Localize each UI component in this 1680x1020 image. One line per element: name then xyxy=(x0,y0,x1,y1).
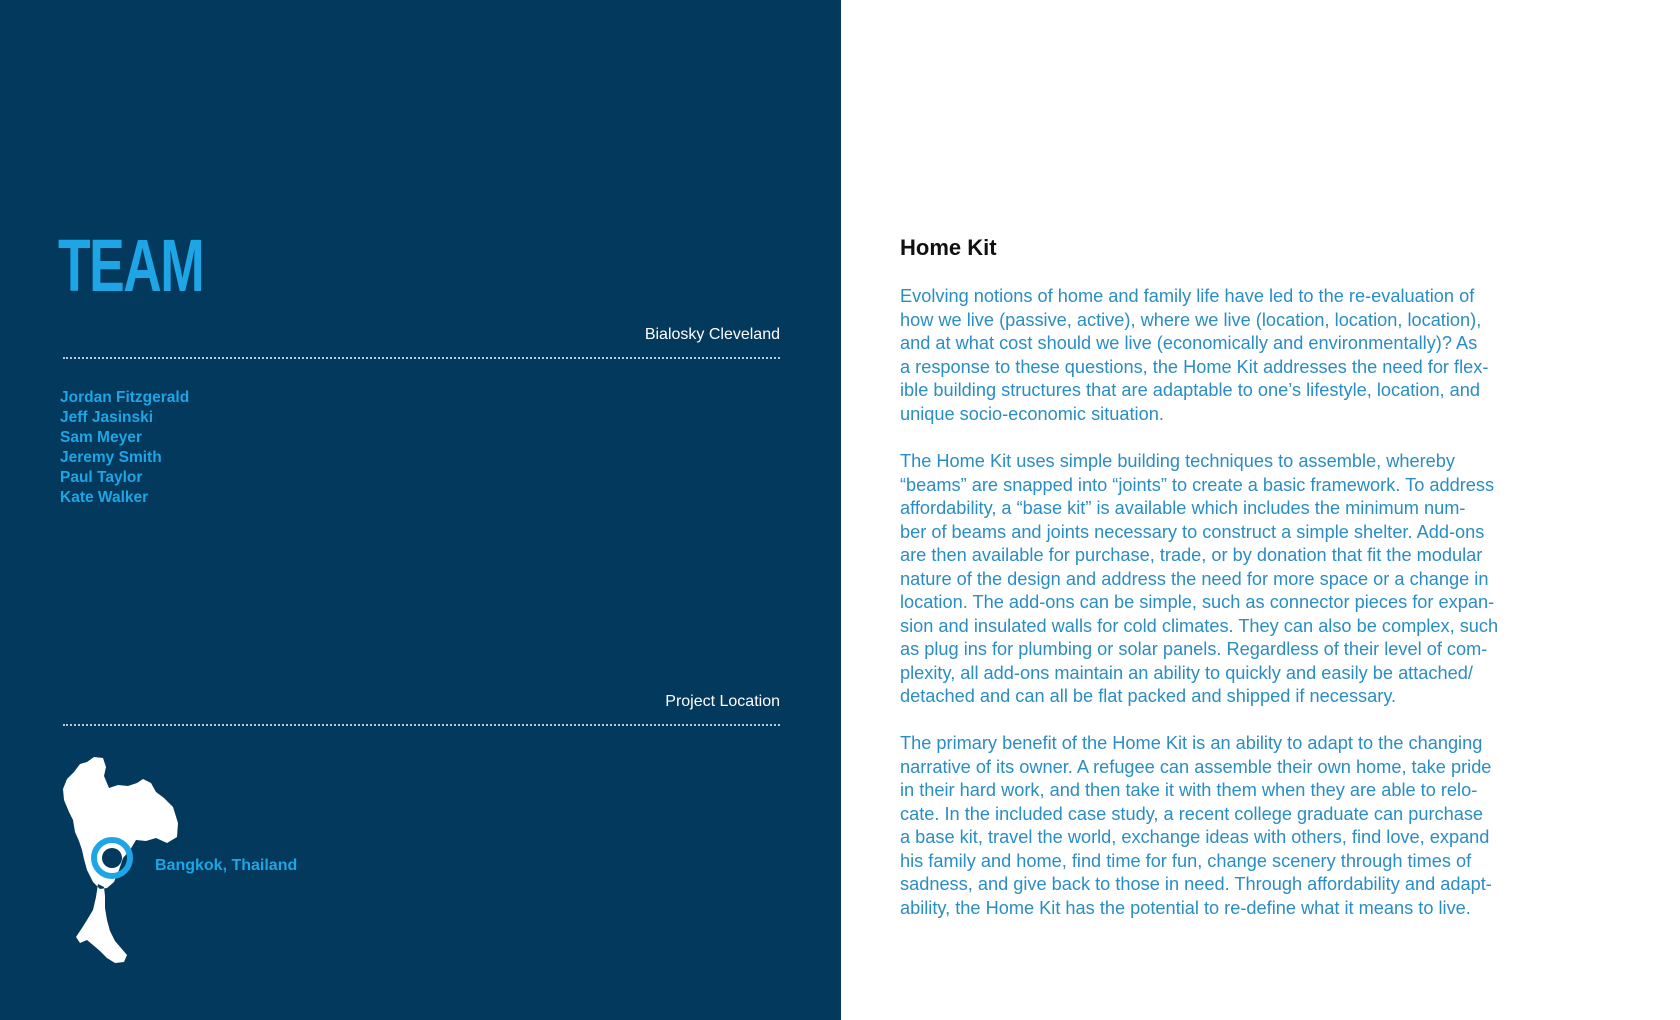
paragraph-1-line: unique socio-economic situation. xyxy=(900,403,1164,424)
paragraph-3-line: narrative of its owner. A refugee can assemble their own home, take pride xyxy=(900,756,1492,777)
paragraph-1-line: a response to these questions, the Home Kit addresses the need for flex- xyxy=(900,356,1489,377)
team-member-list xyxy=(60,388,189,508)
team-member: Jordan Fitzgerald xyxy=(60,389,190,406)
paragraph-2-line: sion and insulated walls for cold climates. They can also be complex, such xyxy=(900,615,1499,636)
paragraph-2-line: ber of beams and joints necessary to construct a simple shelter. Add-ons xyxy=(900,521,1485,542)
paragraph-2-line: as plug ins for plumbing or solar panels. Regardless of their level of com- xyxy=(900,639,1488,659)
paragraph-3-line: sadness, and give back to those in need. Through affordability and adapt- xyxy=(900,874,1492,894)
paragraph-1-line: and at what cost should we live (economically and environmentally)? As xyxy=(900,333,1478,353)
paragraph-1-line: ible building structures that are adaptable to one’s lifestyle, location, and xyxy=(900,380,1481,400)
location-ring-inner xyxy=(102,848,122,868)
location-divider xyxy=(63,724,780,726)
paragraph-1-line: Evolving notions of home and family life have led to the re-evaluation of xyxy=(900,286,1475,306)
home-kit-title: Home Kit xyxy=(900,235,997,260)
firm-heading: Bialosky Cleveland xyxy=(644,326,780,343)
paragraph-3-line: ability, the Home Kit has the potential to re-define what it means to live. xyxy=(900,897,1471,918)
paragraph-2-line: “beams” are snapped into “joints” to create a basic framework. To address xyxy=(900,474,1495,495)
location-label: Bangkok, Thailand xyxy=(155,857,298,874)
team-member: Jeremy Smith xyxy=(60,449,162,466)
paragraph-3-line: The primary benefit of the Home Kit is an ability to adapt to the changing xyxy=(900,733,1483,753)
paragraph-2 xyxy=(900,450,1620,709)
paragraph-2-line: nature of the design and address the need for more space or a change in xyxy=(900,568,1489,589)
paragraph-2-line: plexity, all add-ons maintain an ability to quickly and easily be attached/ xyxy=(900,662,1473,683)
paragraph-2-line: The Home Kit uses simple building techniques to assemble, whereby xyxy=(900,451,1456,471)
project-location-heading: Project Location xyxy=(665,693,780,710)
firm-divider xyxy=(63,357,780,359)
team-member: Paul Taylor xyxy=(60,469,143,486)
paragraph-3 xyxy=(900,732,1620,920)
paragraph-3-line: a base kit, travel the world, exchange ideas with others, find love, expand xyxy=(900,827,1490,847)
team-member: Kate Walker xyxy=(60,489,149,506)
team-title: TEAM xyxy=(58,224,204,307)
paragraph-2-line: affordability, a “base kit” is available which includes the minimum num- xyxy=(900,498,1466,518)
paragraph-3-line: in their hard work, and then take it with them when they are able to relo- xyxy=(900,780,1478,800)
paragraph-2-line: location. The add-ons can be simple, such as connector pieces for expan- xyxy=(900,592,1495,612)
paragraph-1 xyxy=(900,285,1620,426)
paragraph-1-line: how we live (passive, active), where we live (location, location, location), xyxy=(900,309,1482,330)
paragraph-2-line: detached and can all be flat packed and shipped if necessary. xyxy=(900,686,1397,706)
paragraph-3-line: cate. In the included case study, a recent college graduate can purchase xyxy=(900,803,1484,824)
paragraph-2-line: are then available for purchase, trade, or by donation that fit the modular xyxy=(900,545,1483,565)
paragraph-3-line: his family and home, find time for fun, change scenery through times of xyxy=(900,850,1472,871)
team-member: Sam Meyer xyxy=(60,429,142,446)
team-member: Jeff Jasinski xyxy=(60,409,154,426)
